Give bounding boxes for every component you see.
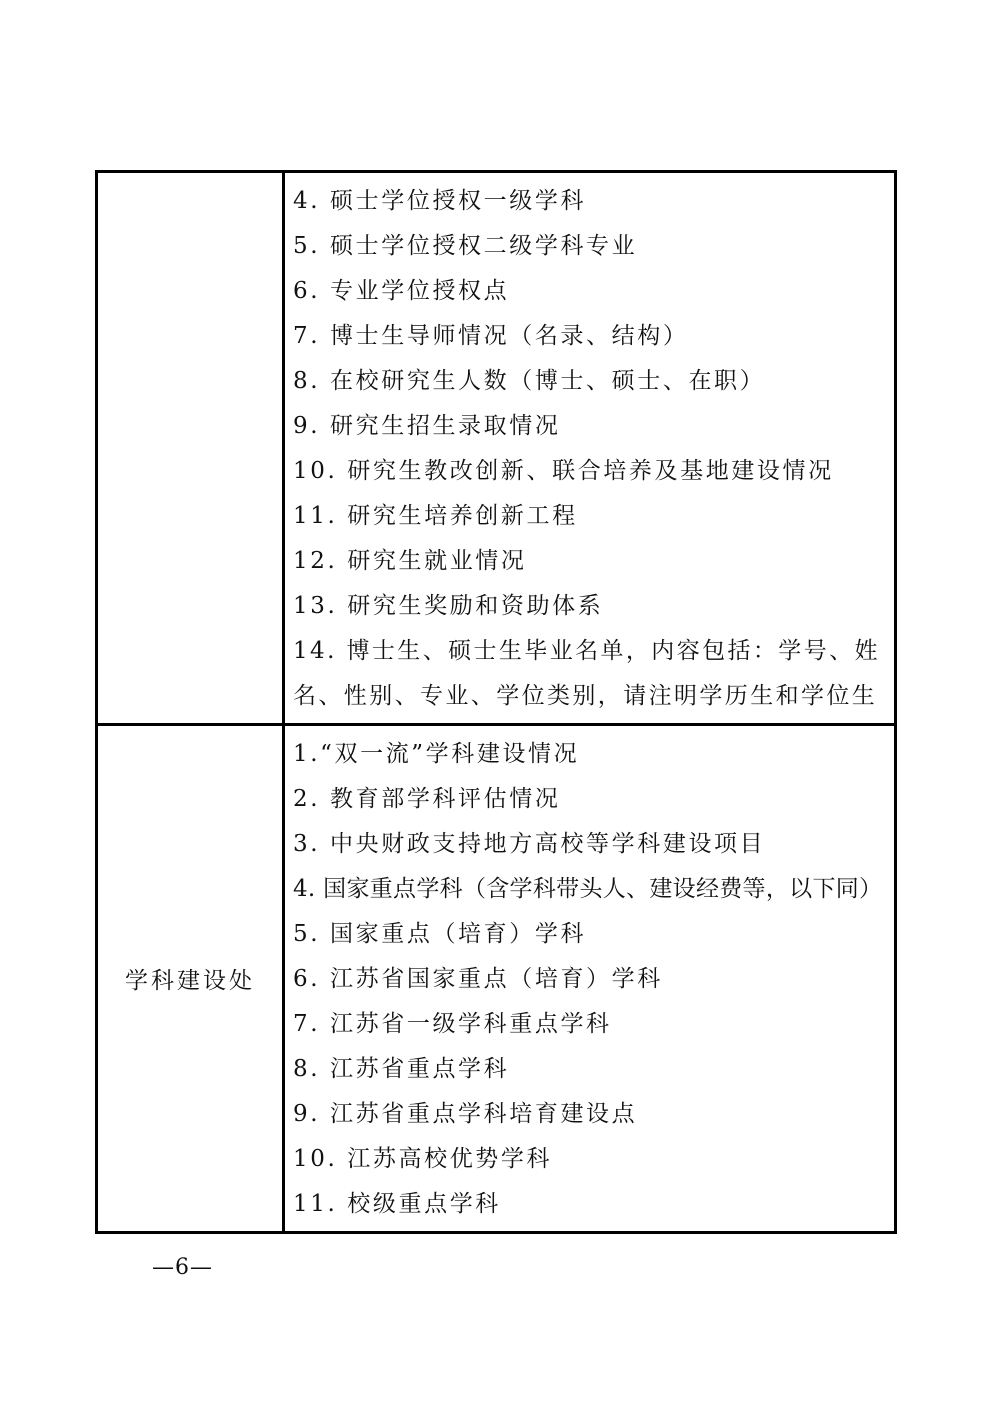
document-table (95, 170, 897, 1234)
list-item: 7. 江苏省一级学科重点学科 (293, 1011, 612, 1037)
list-item: 5. 硕士学位授权二级学科专业 (293, 233, 638, 259)
department-cell (98, 173, 285, 723)
list-item: 8. 江苏省重点学科 (293, 1056, 510, 1082)
department-cell: 学科建设处 (98, 726, 285, 1231)
list-item: 6. 江苏省国家重点（培育）学科 (293, 966, 663, 992)
list-item: 10. 研究生教改创新、联合培养及基地建设情况 (293, 458, 834, 484)
list-item: 11. 校级重点学科 (293, 1191, 501, 1217)
list-item: 5. 国家重点（培育）学科 (293, 921, 587, 947)
items-cell (285, 173, 894, 723)
list-item: 11. 研究生培养创新工程 (293, 503, 578, 529)
list-item: 14. 博士生、硕士生毕业名单，内容包括：学号、姓 (293, 638, 880, 664)
list-item: 1.“双一流”学科建设情况 (293, 741, 580, 767)
list-item: 6. 专业学位授权点 (293, 278, 510, 304)
list-item: 2. 教育部学科评估情况 (293, 786, 561, 812)
list-item: 4. 国家重点学科（含学科带头人、建设经费等，以下同） (293, 876, 883, 902)
list-item: 10. 江苏高校优势学科 (293, 1146, 553, 1172)
list-item: 4. 硕士学位授权一级学科 (293, 188, 587, 214)
list-item: 9. 研究生招生录取情况 (293, 413, 561, 439)
list-item: 13. 研究生奖励和资助体系 (293, 593, 604, 619)
list-item: 3. 中央财政支持地方高校等学科建设项目 (293, 831, 766, 857)
page-number: —6— (152, 1255, 213, 1280)
list-item: 12. 研究生就业情况 (293, 548, 527, 574)
list-item: 7. 博士生导师情况（名录、结构） (293, 323, 689, 349)
list-item: 8. 在校研究生人数（博士、硕士、在职） (293, 368, 766, 394)
table-row-graduate (98, 173, 894, 723)
list-item-continuation: 名、性别、专业、学位类别，请注明学历生和学位生 (293, 683, 878, 709)
items-cell (285, 726, 894, 1231)
table-row-discipline (98, 723, 894, 1231)
list-item: 9. 江苏省重点学科培育建设点 (293, 1101, 638, 1127)
